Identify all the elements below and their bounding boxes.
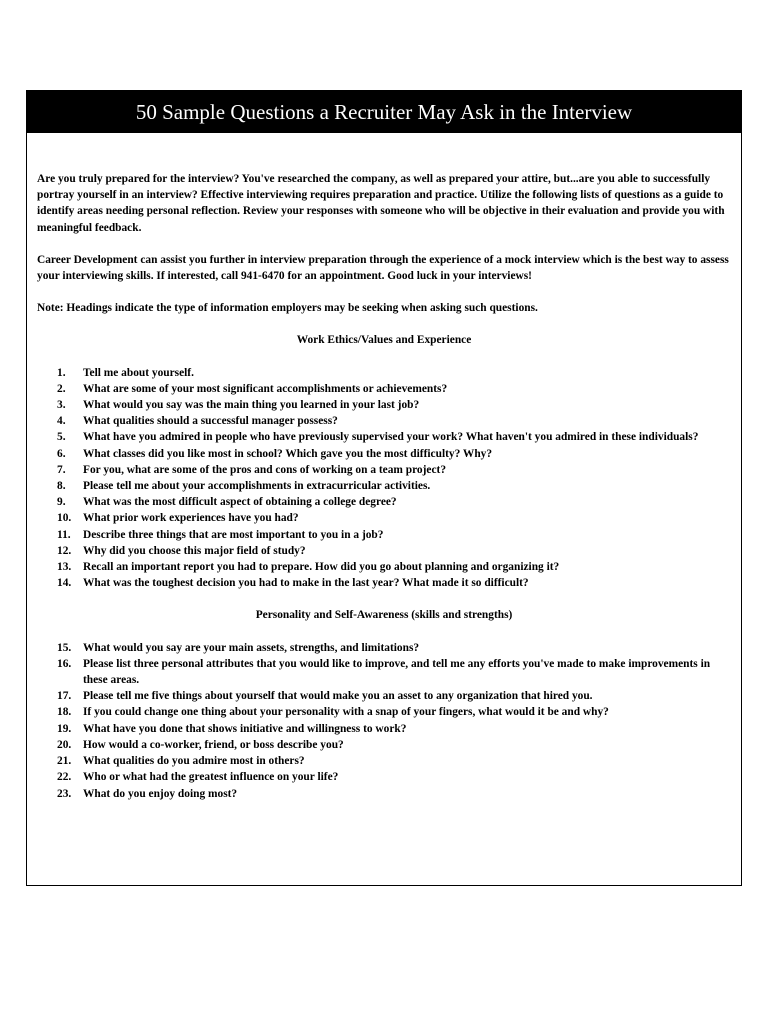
question-item xyxy=(57,381,731,397)
question-number: 15. xyxy=(57,641,72,654)
question-item xyxy=(57,640,731,656)
question-item xyxy=(57,559,731,575)
question-list-personality xyxy=(37,640,731,802)
question-item xyxy=(57,721,731,737)
question-item xyxy=(57,397,731,413)
question-number: 16. xyxy=(57,657,72,670)
question-item xyxy=(57,769,731,785)
question-number: 2. xyxy=(57,382,66,395)
question-text: For you, what are some of the pros and cons of working on a team project? xyxy=(83,463,447,476)
question-number: 1. xyxy=(57,366,66,379)
question-number: 4. xyxy=(57,415,66,428)
question-text: What do you enjoy doing most? xyxy=(83,787,238,800)
note-paragraph: Note: Headings indicate the type of information employers may be seeking when asking such questions. xyxy=(37,302,538,315)
document-title: 50 Sample Questions a Recruiter May Ask in the Interview xyxy=(27,91,741,133)
question-text: Why did you choose this major field of study? xyxy=(83,544,306,557)
question-number: 21. xyxy=(57,755,72,768)
question-item xyxy=(57,688,731,704)
question-text: Who or what had the greatest influence on your life? xyxy=(83,771,339,784)
question-text: What have you admired in people who have previously supervised your work? What haven't you admired in these individuals? xyxy=(83,431,699,444)
question-text: Tell me about yourself. xyxy=(83,366,194,379)
question-item xyxy=(57,753,731,769)
question-number: 13. xyxy=(57,561,72,574)
question-text: Describe three things that are most important to you in a job? xyxy=(83,528,384,541)
question-number: 20. xyxy=(57,738,72,751)
question-number: 17. xyxy=(57,690,72,703)
document-page xyxy=(26,90,742,886)
question-item xyxy=(57,543,731,559)
intro-paragraph: Are you truly prepared for the interview? You've researched the company, as well as prepared your attire, but...are you able to successfully portray yourself in an interview? Effective interviewing requires preparation and practice. Utilize the following lists of questions as a guide to identify areas needing personal reflection. Review your responses with someone who will be objective in their evaluation and provide you with meaningful feedback. xyxy=(37,173,725,234)
document-body xyxy=(27,133,741,802)
question-number: 11. xyxy=(57,528,71,541)
question-text: What are some of your most significant accomplishments or achievements? xyxy=(83,382,448,395)
question-item xyxy=(57,478,731,494)
question-item xyxy=(57,704,731,720)
question-text: Please tell me about your accomplishments in extracurricular activities. xyxy=(83,480,431,493)
question-text: What would you say was the main thing you learned in your last job? xyxy=(83,399,420,412)
question-item xyxy=(57,494,731,510)
question-text: Recall an important report you had to prepare. How did you go about planning and organizing it? xyxy=(83,561,560,574)
question-item xyxy=(57,575,731,591)
question-number: 8. xyxy=(57,480,66,493)
section-heading-work-ethics: Work Ethics/Values and Experience xyxy=(296,334,472,347)
question-text: What classes did you like most in school? Which gave you the most difficulty? Why? xyxy=(83,447,493,460)
question-text: What was the toughest decision you had to make in the last year? What made it so difficult? xyxy=(83,577,529,590)
question-number: 12. xyxy=(57,544,72,557)
question-item xyxy=(57,446,731,462)
question-list-work-ethics xyxy=(37,365,731,592)
question-number: 7. xyxy=(57,463,66,476)
question-text: Please list three personal attributes that you would like to improve, and tell me any efforts you've made to make improvements in these areas. xyxy=(83,657,711,687)
question-text: What would you say are your main assets, strengths, and limitations? xyxy=(83,641,420,654)
question-number: 23. xyxy=(57,787,72,800)
question-number: 18. xyxy=(57,706,72,719)
question-item xyxy=(57,510,731,526)
section-heading-personality: Personality and Self-Awareness (skills and strengths) xyxy=(255,609,513,622)
question-text: What qualities do you admire most in others? xyxy=(83,755,305,768)
question-number: 3. xyxy=(57,399,66,412)
question-number: 19. xyxy=(57,722,72,735)
question-text: If you could change one thing about your personality with a snap of your fingers, what would it be and why? xyxy=(83,706,609,719)
question-item xyxy=(57,365,731,381)
question-number: 5. xyxy=(57,431,66,444)
question-number: 10. xyxy=(57,512,72,525)
question-text: What qualities should a successful manager possess? xyxy=(83,415,338,428)
question-item xyxy=(57,737,731,753)
question-number: 22. xyxy=(57,771,72,784)
question-text: What was the most difficult aspect of obtaining a college degree? xyxy=(83,496,397,509)
question-item xyxy=(57,413,731,429)
career-development-paragraph: Career Development can assist you further in interview preparation through the experience of a mock interview which is the best way to assess your interviewing skills. If interested, call 941-6470 for an appointment. Good luck in your interviews! xyxy=(37,253,729,283)
question-number: 9. xyxy=(57,496,66,509)
question-item xyxy=(57,527,731,543)
question-item xyxy=(57,786,731,802)
question-number: 14. xyxy=(57,577,72,590)
question-item xyxy=(57,462,731,478)
question-number: 6. xyxy=(57,447,66,460)
question-item xyxy=(57,429,731,445)
question-item xyxy=(57,656,731,688)
question-text: Please tell me five things about yourself that would make you an asset to any organization that hired you. xyxy=(83,690,593,703)
question-text: What have you done that shows initiative and willingness to work? xyxy=(83,722,407,735)
question-text: How would a co-worker, friend, or boss describe you? xyxy=(83,738,344,751)
question-text: What prior work experiences have you had? xyxy=(83,512,299,525)
